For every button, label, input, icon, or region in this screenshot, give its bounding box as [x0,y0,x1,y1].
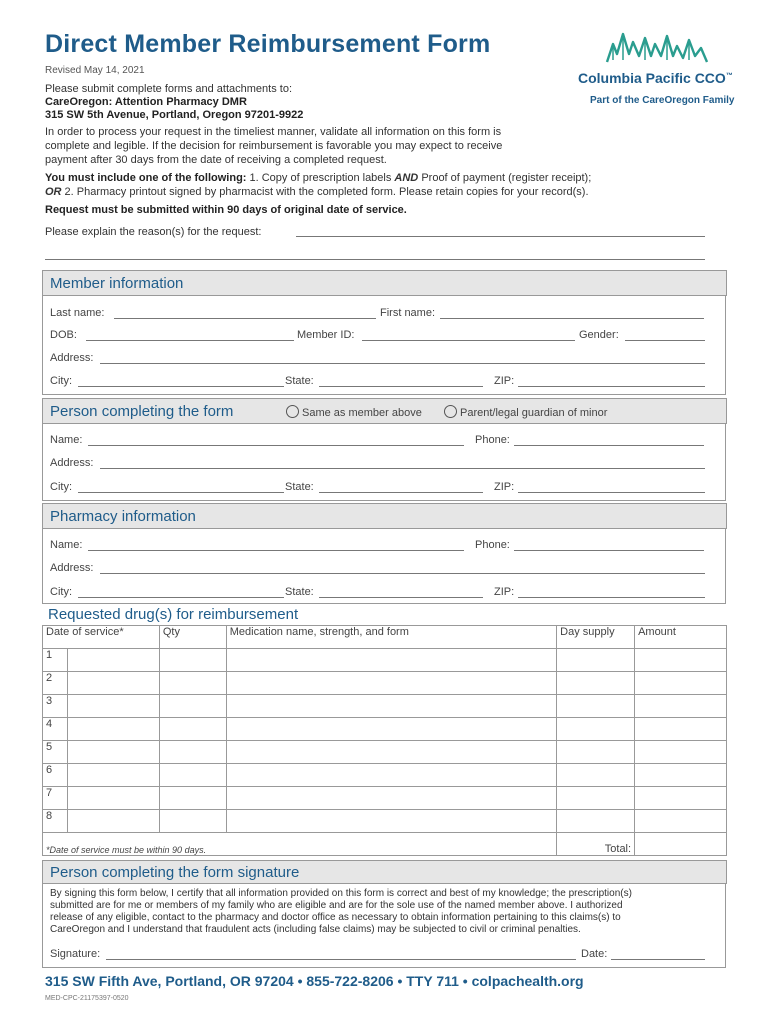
col-date-of-service: Date of service* [43,626,160,649]
row-number: 3 [43,695,68,718]
day-supply-cell[interactable] [557,764,635,787]
date-cell[interactable] [67,787,159,810]
drugs-header: Requested drug(s) for reimbursement [48,606,299,623]
same-as-member-radio[interactable]: Same as member above [286,405,422,419]
day-supply-cell[interactable] [557,672,635,695]
gender-field[interactable] [625,340,705,341]
qty-cell[interactable] [159,810,226,833]
dob-label: DOB: [50,329,77,341]
date-cell[interactable] [67,764,159,787]
amount-cell[interactable] [635,695,727,718]
table-row [43,787,727,810]
qty-cell[interactable] [159,787,226,810]
pharmacy-city-field[interactable] [78,597,284,598]
person-name-label: Name: [50,434,83,446]
last-name-field[interactable] [114,318,376,319]
amount-cell[interactable] [635,649,727,672]
day-supply-cell[interactable] [557,810,635,833]
dob-field[interactable] [86,340,294,341]
amount-cell[interactable] [635,741,727,764]
day-supply-cell[interactable] [557,649,635,672]
member-id-label: Member ID: [297,329,355,341]
amount-cell[interactable] [635,787,727,810]
first-name-field[interactable] [440,318,704,319]
person-state-label: State: [285,481,314,493]
person-address-field[interactable] [100,468,705,469]
row-number: 8 [43,810,68,833]
person-city-label: City: [50,481,72,493]
signature-label: Signature: [50,948,101,960]
person-address-label: Address: [50,457,94,469]
member-header: Member information [42,270,727,296]
table-row [43,764,727,787]
date-cell[interactable] [67,718,159,741]
medication-cell[interactable] [226,649,556,672]
signature-header: Person completing the form signature [42,860,727,884]
pharmacy-address-field[interactable] [100,573,705,574]
table-row [43,649,727,672]
intro-line: complete and legible. If the decision for reimbursement is favorable you may expect to receive [45,140,503,152]
member-city-label: City: [50,375,72,387]
member-address-field[interactable] [100,363,705,364]
gender-label: Gender: [579,329,619,341]
submit-intro: Please submit complete forms and attachments to: [45,83,293,95]
pharmacy-state-label: State: [285,586,314,598]
reason-label: Please explain the reason(s) for the request: [45,226,262,238]
table-row [43,741,727,764]
table-row [43,718,727,741]
row-number: 1 [43,649,68,672]
signature-statement: By signing this form below, I certify that all information provided on this form is correct and best of my knowledge; the prescription(s) submitted are for me or members of my family who are eligible and are for the sole use of the named member above. I authorized release of any eligible, contact to the pharmacy and doctor office as necessary to obtain information pertaining to this claims(s) to CareOregon and I understand that fraudulent acts (including false claims) may be subjected to civil or criminal penalties. [50,888,632,935]
day-supply-cell[interactable] [557,718,635,741]
member-zip-label: ZIP: [494,375,515,387]
person-city-field[interactable] [78,492,284,493]
member-city-field[interactable] [78,386,284,387]
medication-cell[interactable] [226,787,556,810]
medication-cell[interactable] [226,672,556,695]
pharmacy-zip-label: ZIP: [494,586,515,598]
medication-cell[interactable] [226,764,556,787]
table-footer-row [43,833,727,856]
person-state-field[interactable] [319,492,483,493]
table-header-row [43,626,727,649]
signature-field[interactable] [106,959,576,960]
row-number: 4 [43,718,68,741]
table-row [43,695,727,718]
qty-cell[interactable] [159,764,226,787]
or-option: OR 2. Pharmacy printout signed by pharmacist with the completed form. Please retain copies for your record(s). [45,186,589,198]
medication-cell[interactable] [226,695,556,718]
date-field[interactable] [611,959,705,960]
date-footnote: *Date of service must be within 90 days. [43,833,557,856]
amount-cell[interactable] [635,672,727,695]
total-field[interactable] [635,833,727,856]
pharmacy-header: Pharmacy information [42,503,727,529]
guardian-radio[interactable]: Parent/legal guardian of minor [444,405,607,419]
date-cell[interactable] [67,741,159,764]
row-number: 5 [43,741,68,764]
pharmacy-name-field[interactable] [88,550,464,551]
qty-cell[interactable] [159,695,226,718]
pharmacy-zip-field[interactable] [518,597,705,598]
member-address-label: Address: [50,352,94,364]
amount-cell[interactable] [635,718,727,741]
reason-field-line2[interactable] [45,259,705,260]
reason-field[interactable] [296,236,705,237]
logo-subtitle: Part of the CareOregon Family [590,95,735,106]
intro-line: payment after 30 days from the date of receiving a completed request. [45,154,387,166]
day-supply-cell[interactable] [557,787,635,810]
row-number: 7 [43,787,68,810]
date-cell[interactable] [67,695,159,718]
must-include: You must include one of the following: 1. Copy of prescription labels AND Proof of payment (register receipt); [45,172,592,184]
pharmacy-state-field[interactable] [319,597,483,598]
col-amount: Amount [635,626,727,649]
submit-address: 315 SW 5th Avenue, Portland, Oregon 97201-9922 [45,109,304,121]
amount-cell[interactable] [635,810,727,833]
qty-cell[interactable] [159,672,226,695]
qty-cell[interactable] [159,718,226,741]
person-phone-field[interactable] [514,445,704,446]
logo-name: Columbia Pacific CCO™ [578,70,733,86]
day-supply-cell[interactable] [557,695,635,718]
drugs-table [42,625,727,856]
person-zip-label: ZIP: [494,481,515,493]
qty-cell[interactable] [159,649,226,672]
date-cell[interactable] [67,649,159,672]
col-qty: Qty [159,626,226,649]
row-number: 6 [43,764,68,787]
last-name-label: Last name: [50,307,105,319]
day-supply-cell[interactable] [557,741,635,764]
date-label: Date: [581,948,608,960]
pharmacy-address-label: Address: [50,562,94,574]
pharmacy-city-label: City: [50,586,72,598]
deadline: Request must be submitted within 90 days of original date of service. [45,204,407,216]
col-day-supply: Day supply [557,626,635,649]
medication-cell[interactable] [226,810,556,833]
pharmacy-phone-label: Phone: [475,539,510,551]
member-state-field[interactable] [319,386,483,387]
person-name-field[interactable] [88,445,464,446]
date-cell[interactable] [67,810,159,833]
form-title: Direct Member Reimbursement Form [45,30,491,58]
qty-cell[interactable] [159,741,226,764]
table-row [43,672,727,695]
first-name-label: First name: [380,307,436,319]
pharmacy-name-label: Name: [50,539,83,551]
revised-date: Revised May 14, 2021 [45,65,145,76]
intro-line: In order to process your request in the timeliest manner, validate all information on this form is [45,126,502,138]
form-code: MED-CPC-21175397-0520 [45,995,129,1002]
submit-to: CareOregon: Attention Pharmacy DMR [45,96,247,108]
total-label: Total: [557,833,635,856]
medication-cell[interactable] [226,718,556,741]
person-zip-field[interactable] [518,492,705,493]
member-zip-field[interactable] [518,386,705,387]
member-state-label: State: [285,375,314,387]
amount-cell[interactable] [635,764,727,787]
col-medication: Medication name, strength, and form [226,626,556,649]
date-cell[interactable] [67,672,159,695]
member-id-field[interactable] [362,340,575,341]
person-header: Person completing the form [42,398,727,424]
table-row [43,810,727,833]
row-number: 2 [43,672,68,695]
pharmacy-phone-field[interactable] [514,550,704,551]
medication-cell[interactable] [226,741,556,764]
person-phone-label: Phone: [475,434,510,446]
footer-contact: 315 SW Fifth Ave, Portland, OR 97204 • 855-722-8206 • TTY 711 • colpachealth.org [45,973,584,989]
